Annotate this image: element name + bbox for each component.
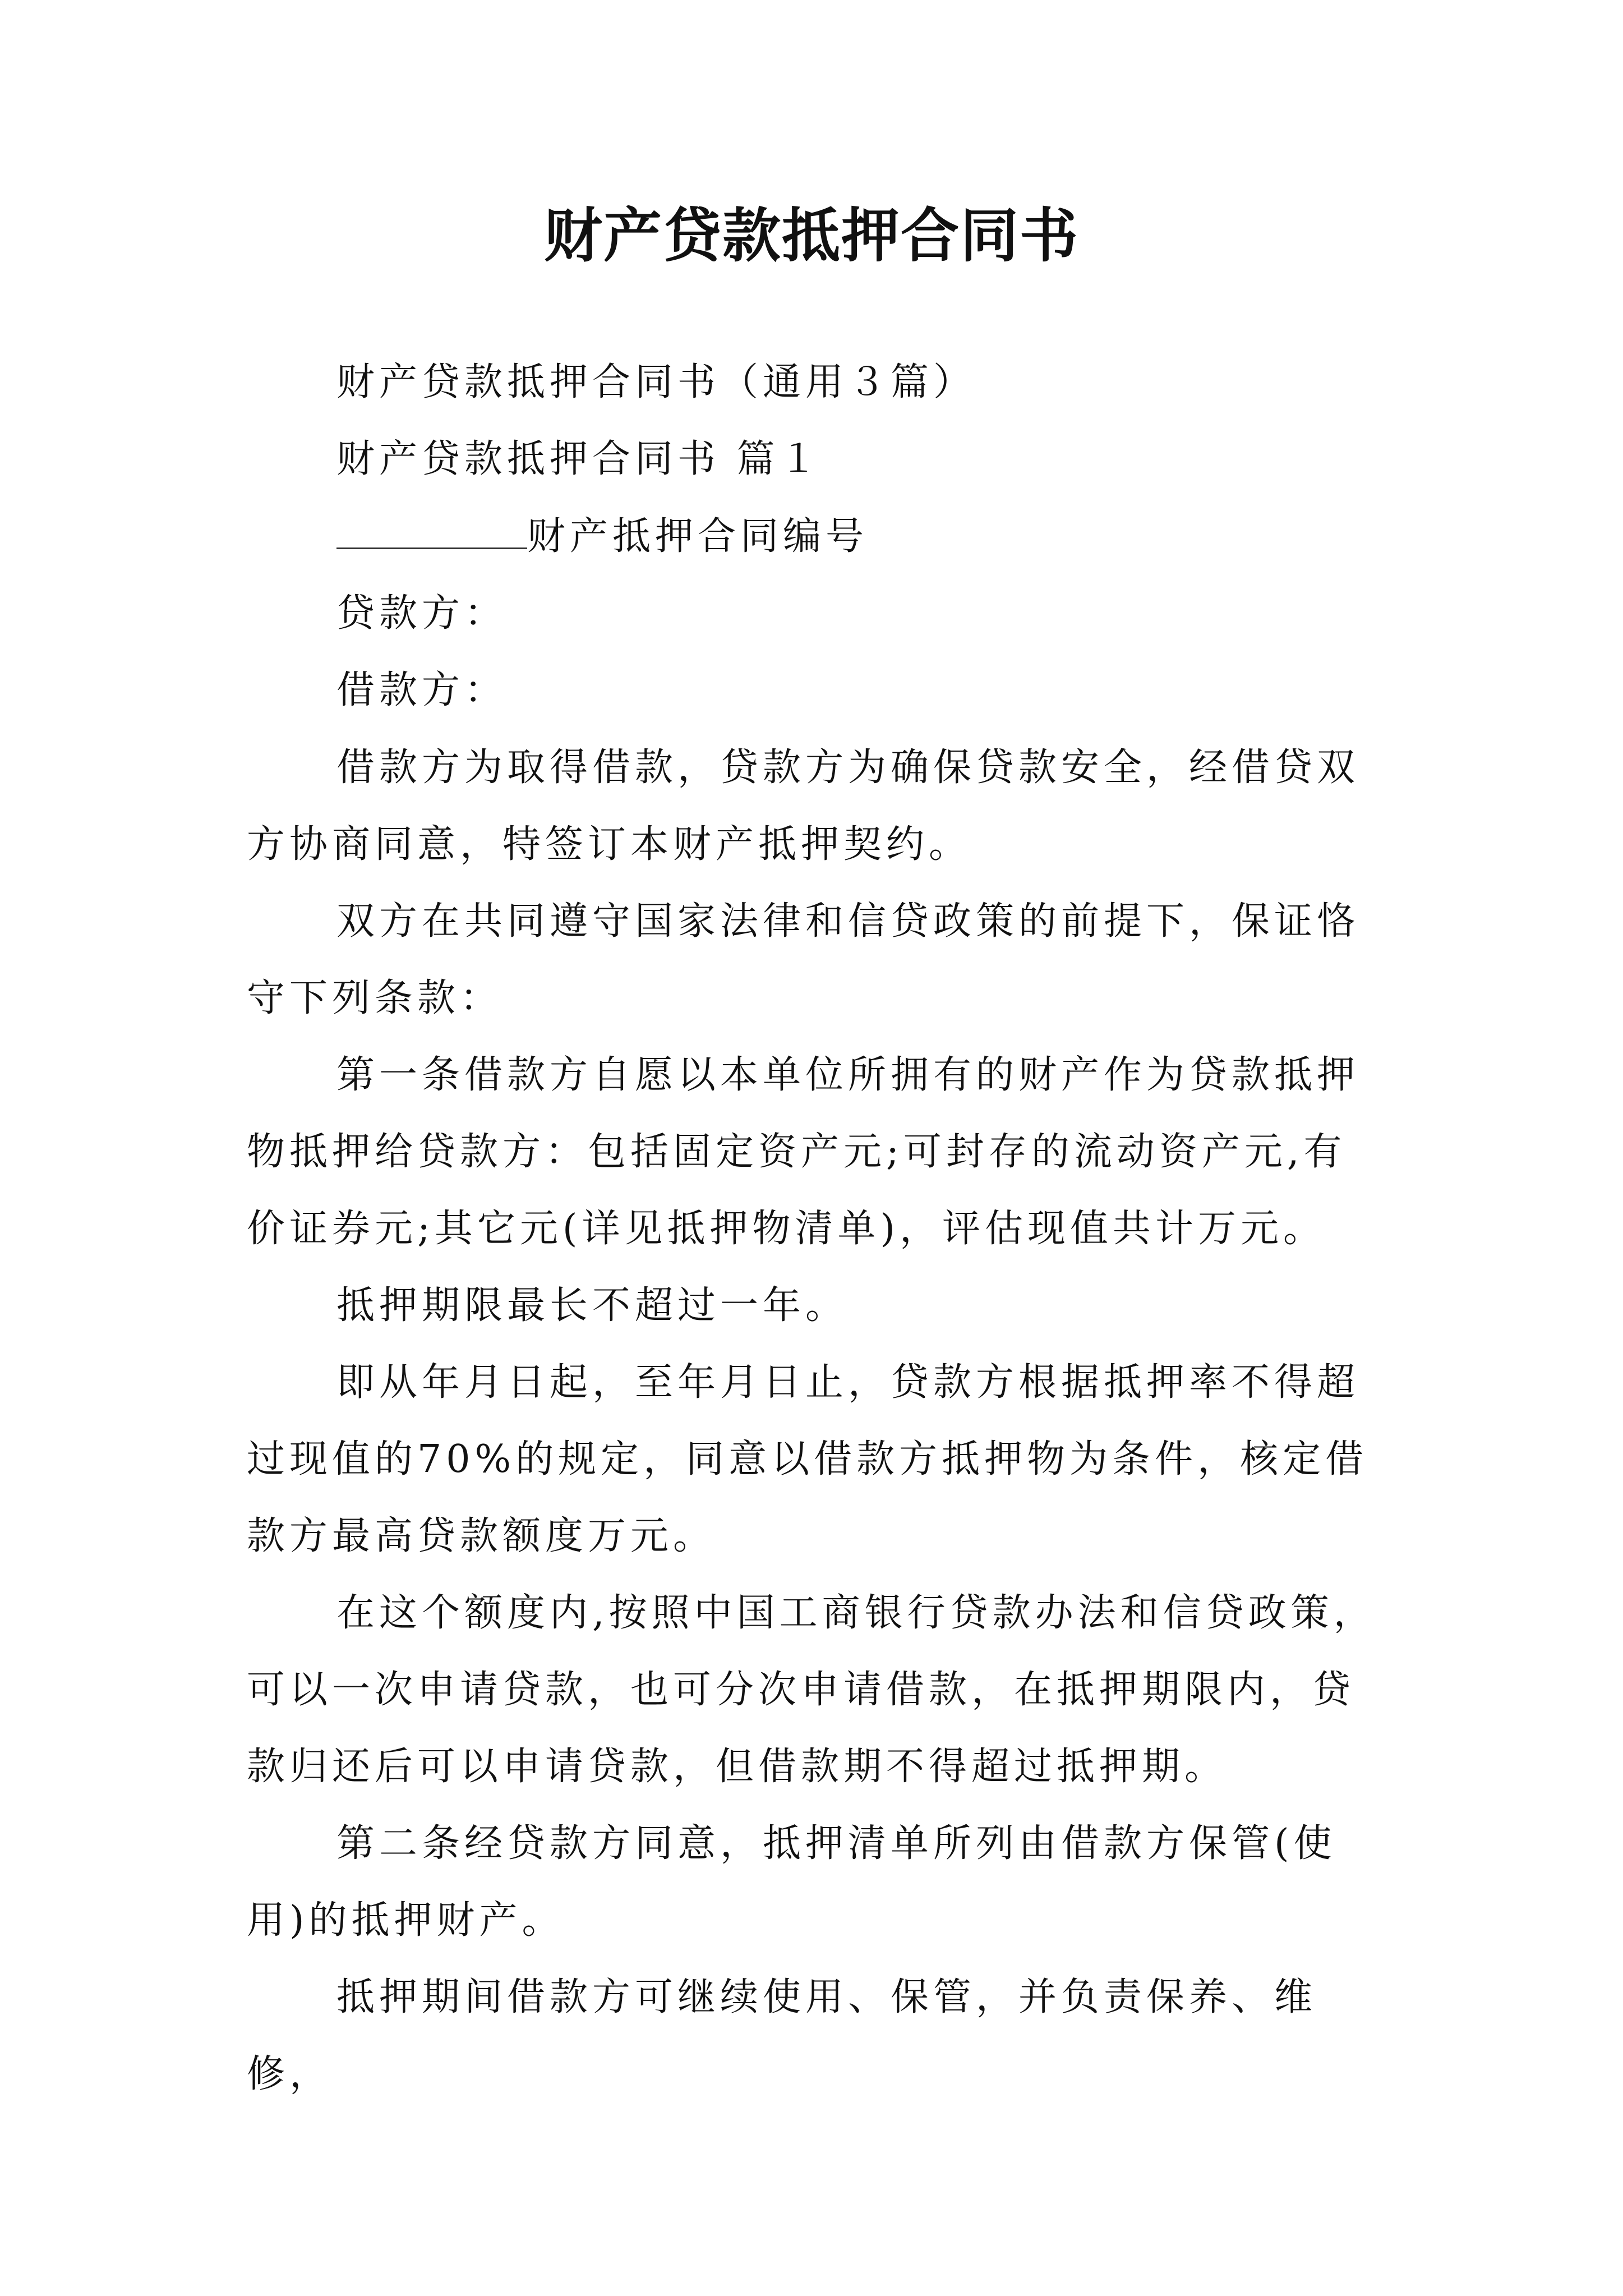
contract-number-blank [336, 513, 527, 549]
document-title: 财产贷款抵押合同书 [543, 201, 1079, 270]
paragraph-article-2: 第二条经贷款方同意，抵押清单所列由借款方保管(使用)的抵押财产。 [247, 1821, 1336, 1943]
paragraph-term: 抵押期限最长不超过一年。 [336, 1283, 849, 1328]
borrower-label: 借款方： [336, 668, 508, 712]
paragraph-quota: 在这个额度内,按照中国工商银行贷款办法和信贷政策，可以一次申请贷款，也可分次申请借款，在抵押期限内，贷款归还后可以申请贷款，但借款期不得超过抵押期。 [247, 1591, 1376, 1789]
paragraph-compliance: 双方在共同遵守国家法律和信贷政策的前提下，保证恪守下列条款： [247, 899, 1360, 1020]
section-heading: 财产贷款抵押合同书 篇１ [336, 437, 822, 481]
document-subtitle: 财产贷款抵押合同书（通用３篇） [336, 360, 976, 404]
contract-number-line [336, 498, 868, 575]
paragraph-custody: 抵押期间借款方可继续使用、保管，并负责保养、维修， [247, 1975, 1317, 2096]
lender-label: 贷款方： [336, 591, 508, 636]
paragraph-article-1: 第一条借款方自愿以本单位所拥有的财产作为贷款抵押物抵押给贷款方：包括固定资产元;可封存的流动资产元,有价证券元;其它元(详见抵押物清单)，评估现值共计万元。 [247, 1053, 1360, 1251]
paragraph-period: 即从年月日起，至年月日止，贷款方根据抵押率不得超过现值的70%的规定，同意以借款方抵押物为条件，核定借款方最高贷款额度万元。 [247, 1360, 1368, 1558]
paragraph-purpose: 借款方为取得借款，贷款方为确保贷款安全，经借贷双方协商同意，特签订本财产抵押契约。 [247, 746, 1360, 867]
contract-number-label: 财产抵押合同编号 [527, 514, 869, 559]
